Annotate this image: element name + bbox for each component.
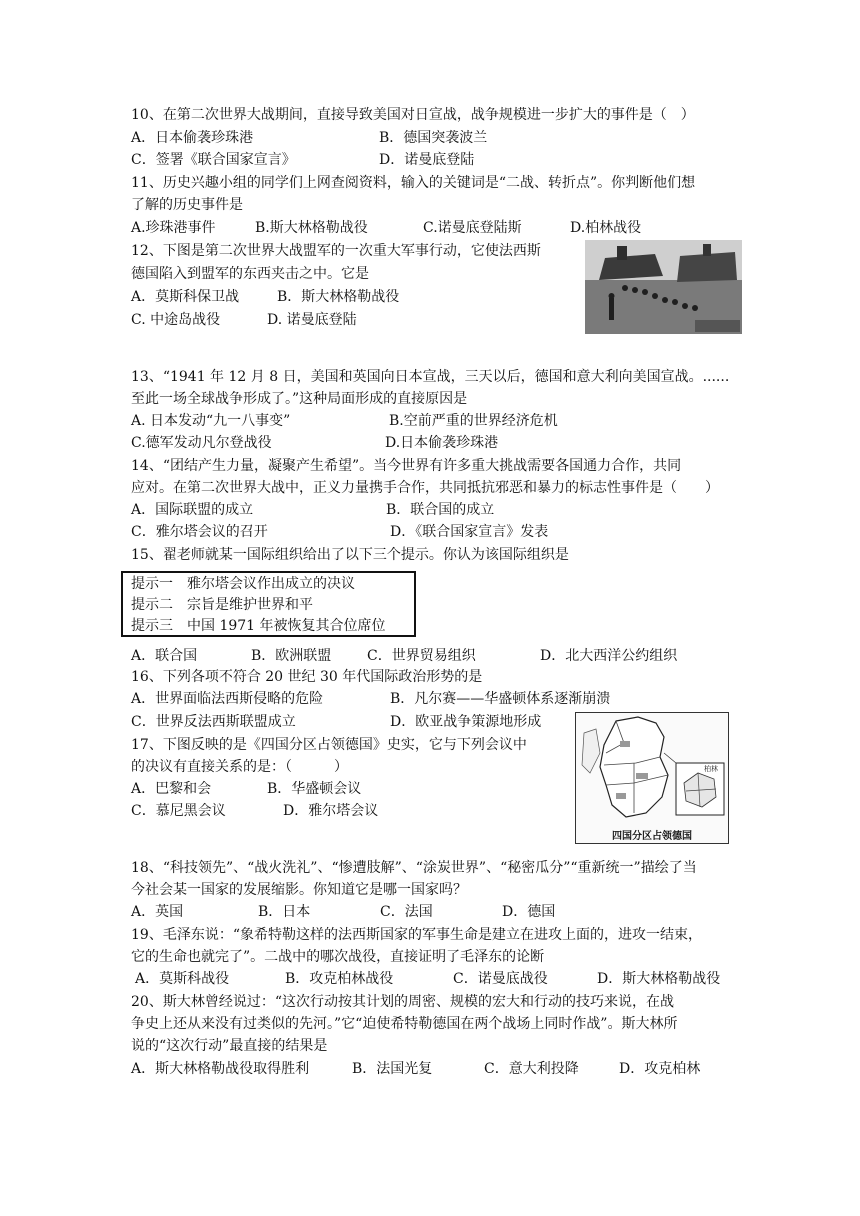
q10-option-a: A．日本偷袭珍珠港 <box>131 130 254 146</box>
q19-stem-line2: 它的生命也就完了”。二战中的哪次战役，直接证明了毛泽东的论断 <box>131 949 545 965</box>
q20-option-d: D．攻克柏林 <box>619 1061 701 1077</box>
q11-option-c: C.诺曼底登陆斯 <box>423 220 522 236</box>
q16-option-c: C．世界反法西斯联盟成立 <box>131 714 296 730</box>
q20-option-c: C．意大利投降 <box>484 1061 579 1077</box>
q18-option-c: C．法国 <box>380 904 433 920</box>
q12-option-b: B．斯大林格勒战役 <box>277 289 400 305</box>
q11-stem-line1: 11、历史兴趣小组的同学们上网查阅资料，输入的关键词是“二战、转折点”。你判断他们想 <box>131 175 696 191</box>
q15-option-a: A．联合国 <box>131 648 198 664</box>
q18-stem-line2: 今社会某一国家的发展缩影。你知道它是哪一国家吗？ <box>131 882 467 898</box>
q11-stem-line2: 了解的历史事件是 <box>131 197 243 213</box>
q13-stem-line2: 至此一场全球战争形成了。”这种局面形成的直接原因是 <box>131 391 468 407</box>
q19-stem-line1: 19、毛泽东说：“象希特勒这样的法西斯国家的军事生命是建立在进攻上面的，进攻一结束， <box>131 927 702 943</box>
q17-option-b: B．华盛顿会议 <box>267 781 362 797</box>
q15-option-c: C．世界贸易组织 <box>367 648 476 664</box>
q13-option-b: B.空前严重的世界经济危机 <box>389 413 558 429</box>
q15-stem: 15、翟老师就某一国际组织给出了以下三个提示。你认为该国际组织是 <box>131 547 569 563</box>
germany-occupation-map <box>575 712 729 844</box>
q20-stem-line3: 说的“这次行动”最直接的结果是 <box>131 1038 328 1054</box>
q19-option-b: B．攻克柏林战役 <box>285 971 394 987</box>
q15-hint-1: 提示一 雅尔塔会议作出成立的决议 <box>131 576 355 592</box>
q10-option-d: D．诺曼底登陆 <box>379 152 475 168</box>
q14-stem-line2: 应对。在第二次世界大战中，正义力量携手合作，共同抵抗邪恶和暴力的标志性事件是（ ） <box>131 480 719 496</box>
q17-option-a: A．巴黎和会 <box>131 781 212 797</box>
q17-stem-line1: 17、下图反映的是《四国分区占领德国》史实，它与下列会议中 <box>131 737 527 753</box>
q18-option-a: A．英国 <box>131 904 184 920</box>
q12-stem-line1: 12、下图是第二次世界大战盟军的一次重大军事行动，它使法西斯 <box>131 243 541 259</box>
q15-hint-box <box>121 571 416 637</box>
normandy-landing-photo <box>585 240 742 334</box>
map-berlin-label: 柏林 <box>704 765 718 773</box>
q13-option-d: D.日本偷袭珍珠港 <box>385 435 499 451</box>
q13-option-a: A. 日本发动“九一八事变” <box>131 413 291 429</box>
q19-option-d: D．斯大林格勒战役 <box>597 971 721 987</box>
q16-option-d: D．欧亚战争策源地形成 <box>390 714 542 730</box>
q14-stem-line1: 14、“团结产生力量，凝聚产生希望”。当今世界有许多重大挑战需要各国通力合作，共同 <box>131 458 682 474</box>
q11-option-d: D.柏林战役 <box>570 220 642 236</box>
q16-option-a: A．世界面临法西斯侵略的危险 <box>131 691 324 707</box>
q15-hint-3: 提示三 中国 1971 年被恢复其合位席位 <box>131 618 386 634</box>
q20-option-b: B．法国光复 <box>352 1061 433 1077</box>
q10-option-b: B．德国突袭波兰 <box>379 130 488 146</box>
q18-stem-line1: 18、“科技领先”、“战火洗礼”、“惨遭肢解”、“涂炭世界”、“秘密瓜分”“重新统一”描绘了当 <box>131 860 697 876</box>
q17-option-c: C．慕尼黑会议 <box>131 803 226 819</box>
q15-hint-2: 提示二 宗旨是维护世界和平 <box>131 597 313 613</box>
q12-option-a: A．莫斯科保卫战 <box>131 289 240 305</box>
q20-option-a: A．斯大林格勒战役取得胜利 <box>131 1061 310 1077</box>
q16-stem: 16、下列各项不符合 20 世纪 30 年代国际政治形势的是 <box>131 669 483 685</box>
q17-stem-line2: 的决议有直接关系的是：（ ） <box>131 759 348 775</box>
q15-option-b: B．欧洲联盟 <box>251 648 332 664</box>
q12-option-d: D. 诺曼底登陆 <box>267 312 357 328</box>
q11-option-a: A.珍珠港事件 <box>131 220 216 236</box>
q12-stem-line2: 德国陷入到盟军的东西夹击之中。它是 <box>131 266 369 282</box>
q14-option-c: C．雅尔塔会议的召开 <box>131 524 268 540</box>
q18-option-b: B．日本 <box>258 904 311 920</box>
q15-option-d: D．北大西洋公约组织 <box>540 648 678 664</box>
q14-option-a: A．国际联盟的成立 <box>131 502 254 518</box>
q17-option-d: D．雅尔塔会议 <box>283 803 379 819</box>
q14-option-d: D．《联合国家宣言》发表 <box>390 524 549 540</box>
q12-option-c: C. 中途岛战役 <box>131 312 221 328</box>
q18-option-d: D．德国 <box>502 904 556 920</box>
q10-stem: 10、在第二次世界大战期间，直接导致美国对日宣战，战争规模进一步扩大的事件是（ ） <box>131 107 695 123</box>
q14-option-b: B．联合国的成立 <box>386 502 495 518</box>
q13-stem-line1: 13、“1941 年 12 月 8 日，美国和英国向日本宣战，三天以后，德国和意大利向美国宣战。...... <box>131 369 730 385</box>
q10-option-c: C．签署《联合国家宣言》 <box>131 152 296 168</box>
q20-stem-line1: 20、斯大林曾经说过：“这次行动按其计划的周密、规模的宏大和行动的技巧来说，在战 <box>131 994 674 1010</box>
map-caption: 四国分区占领德国 <box>612 831 692 842</box>
q19-option-c: C．诺曼底战役 <box>453 971 548 987</box>
q13-option-c: C.德军发动凡尔登战役 <box>131 435 272 451</box>
q11-option-b: B.斯大林格勒战役 <box>255 220 368 236</box>
q16-option-b: B．凡尔赛——华盛顿体系逐渐崩溃 <box>390 691 611 707</box>
q19-option-a: A．莫斯科战役 <box>135 971 230 987</box>
q20-stem-line2: 争史上还从来没有过类似的先河。”它“迫使希特勒德国在两个战场上同时作战”。斯大林所 <box>131 1016 678 1032</box>
